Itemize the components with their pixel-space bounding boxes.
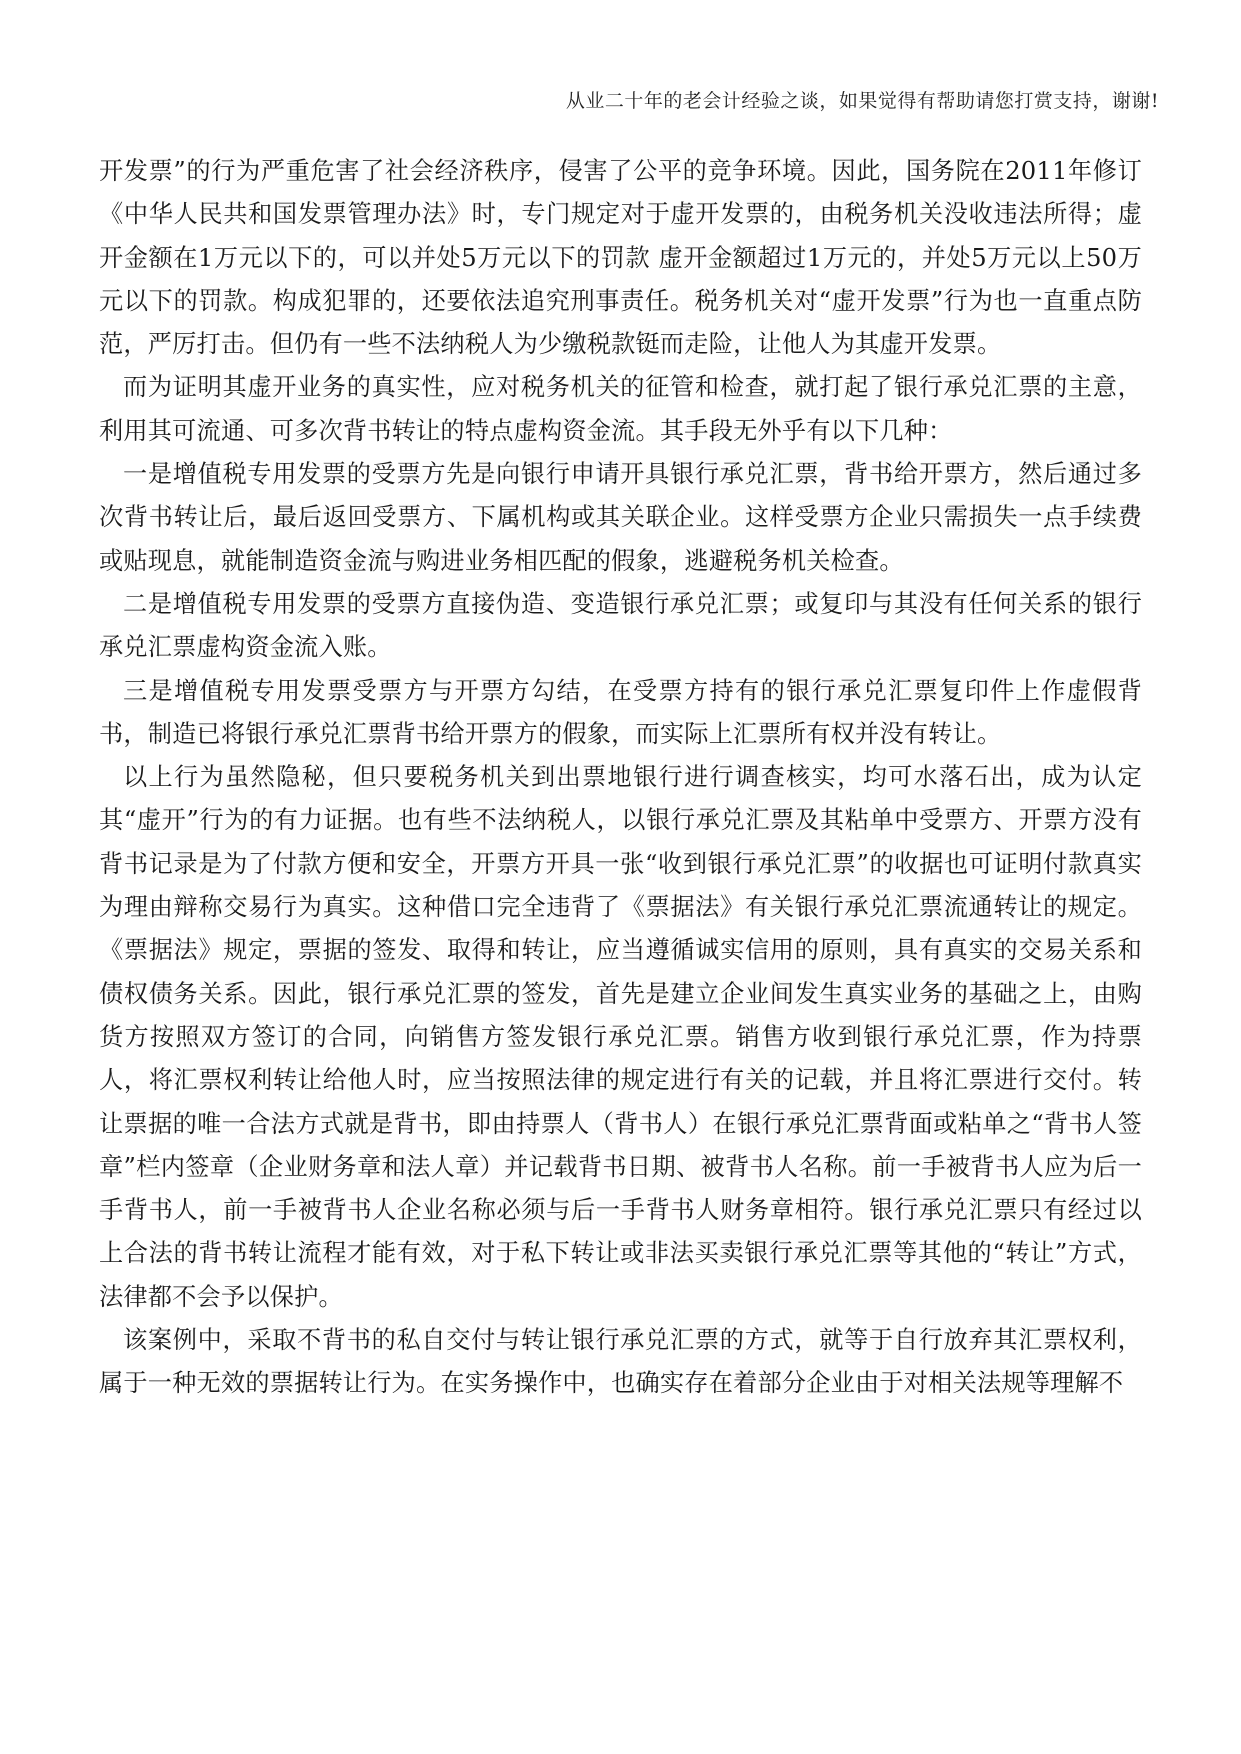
paragraph-5: 三是增值税专用发票受票方与开票方勾结，在受票方持有的银行承兑汇票复印件上作虚假背书，制造已将银行承兑汇票背书给开票方的假象，而实际上汇票所有权并没有转让。	[99, 676, 1142, 748]
paragraph-7: 该案例中，采取不背书的私自交付与转让银行承兑汇票的方式，就等于自行放弃其汇票权利，属于一种无效的票据转让行为。在实务操作中，也确实存在着部分企业由于对相关法规等理解不	[99, 1326, 1142, 1398]
paragraph-4: 二是增值税专用发票的受票方直接伪造、变造银行承兑汇票；或复印与其没有任何关系的银行承兑汇票虚构资金流入账。	[99, 589, 1142, 662]
header-note: 从业二十年的老会计经验之谈，如果觉得有帮助请您打赏支持，谢谢!	[565, 90, 1159, 112]
paragraph-6: 以上行为虽然隐秘，但只要税务机关到出票地银行进行调查核实，均可水落石出，成为认定其“虚开”行为的有力证据。也有些不法纳税人，以银行承兑汇票及其粘单中受票方、开票方没有背书记录是为了付款方便和安全，开票方开具一张“收到银行承兑汇票”的收据也可证明付款真实为理由辩称交易行为真实。这种借口完全违背了《票据法》有关银行承兑汇票流通转让的规定。《票据法》规定，票据的签发、取得和转让，应当遵循诚实信用的原则，具有真实的交易关系和债权债务关系。因此，银行承兑汇票的签发，首先是建立企业间发生真实业务的基础之上，由购货方按照双方签订的合同，向销售方签发银行承兑汇票。销售方收到银行承兑汇票，作为持票人，将汇票权利转让给他人时，应当按照法律的规定进行有关的记载，并且将汇票进行交付。转让票据的唯一合法方式就是背书，即由持票人（背书人）在银行承兑汇票背面或粘单之“背书人签章”栏内签章（企业财务章和法人章）并记载背书日期、被背书人名称。前一手被背书人应为后一手背书人，前一手被背书人企业名称必须与后一手背书人财务章相符。银行承兑汇票只有经过以上合法的背书转让流程才能有效，对于私下转让或非法买卖银行承兑汇票等其他的“转让”方式，法律都不会予以保护。	[99, 763, 1142, 1311]
paragraph-1: 开发票”的行为严重危害了社会经济秩序，侵害了公平的竞争环境。因此，国务院在2011年修订《中华人民共和国发票管理办法》时，专门规定对于虚开发票的，由税务机关没收违法所得；虚开金额在1万元以下的，可以并处5万元以下的罚款 虚开金额超过1万元的，并处5万元以上50万元以下的罚款。构成犯罪的，还要依法追究刑事责任。税务机关对“虚开发票”行为也一直重点防范，严厉打击。但仍有一些不法纳税人为少缴税款铤而走险，让他人为其虚开发票。	[99, 157, 1142, 359]
paragraph-2: 而为证明其虚开业务的真实性，应对税务机关的征管和检查，就打起了银行承兑汇票的主意，利用其可流通、可多次背书转让的特点虚构资金流。其手段无外乎有以下几种：	[99, 373, 1142, 445]
paragraph-3: 一是增值税专用发票的受票方先是向银行申请开具银行承兑汇票，背书给开票方，然后通过多次背书转让后，最后返回受票方、下属机构或其关联企业。这样受票方企业只需损失一点手续费或贴现息，就能制造资金流与购进业务相匹配的假象，逃避税务机关检查。	[99, 460, 1142, 575]
body-text	[99, 150, 1142, 1406]
